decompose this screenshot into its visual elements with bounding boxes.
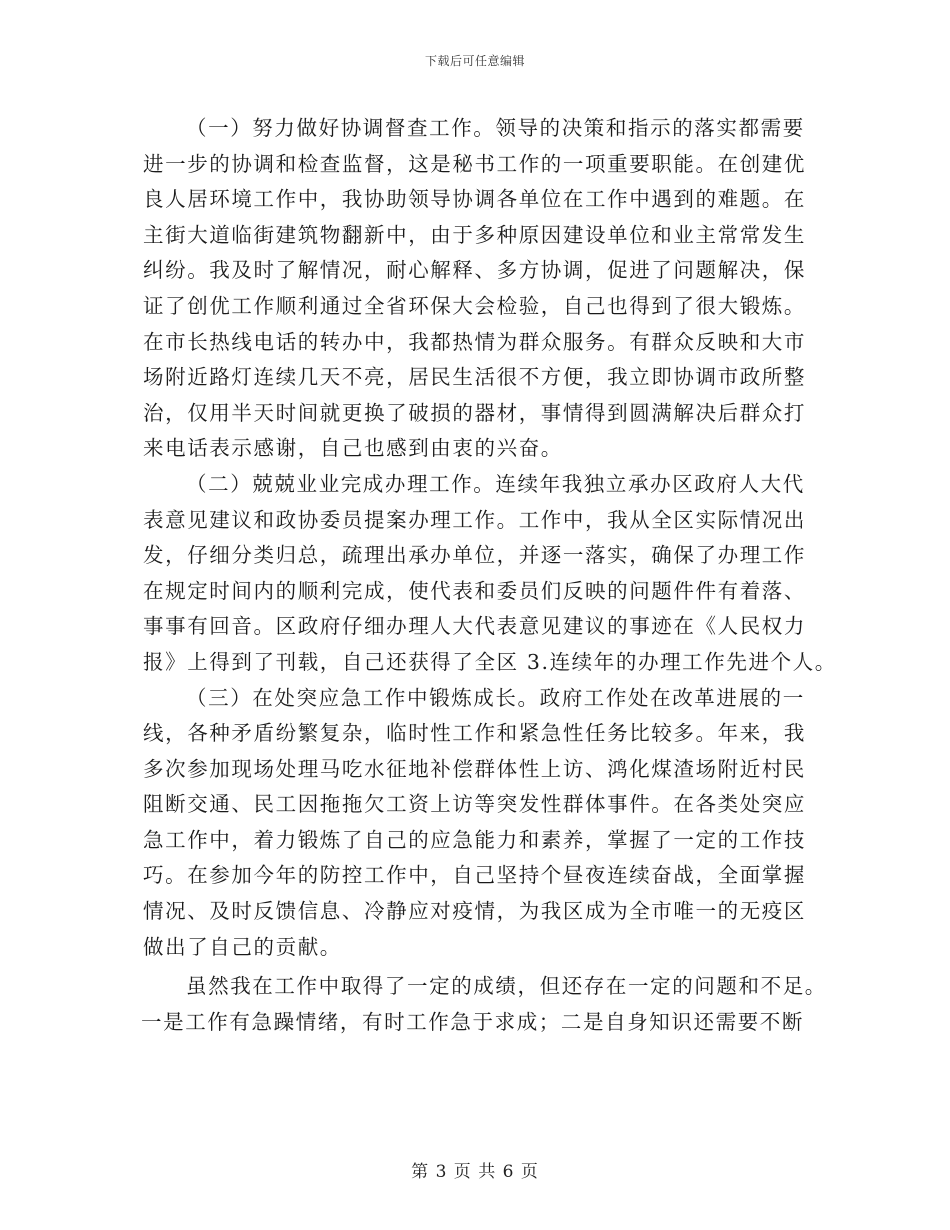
text-line: （二）兢兢业业完成办理工作。连续年我独立承办区政府人大代 <box>186 471 805 496</box>
text-line: 证了创优工作顺利通过全省环保大会检验，自己也得到了很大锻炼。 <box>143 293 806 318</box>
text-line: 多次参加现场处理马吃水征地补偿群体性上访、鸿化煤渣场附近村民 <box>143 756 806 781</box>
text-line: 来电话表示感谢，自己也感到由衷的兴奋。 <box>143 436 563 461</box>
text-line: 在市长热线电话的转办中，我都热情为群众服务。有群众反映和大市 <box>143 329 806 354</box>
text-line: 巧。在参加今年的防控工作中，自己坚持个昼夜连续奋战，全面掌握 <box>143 863 806 888</box>
text-line: （三）在处突应急工作中锻炼成长。政府工作处在改革进展的一 <box>186 685 805 710</box>
text-line: 报》上得到了刊载，自己还获得了全区 3.连续年的办理工作先进个人。 <box>143 649 837 674</box>
text-line: 纠纷。我及时了解情况，耐心解释、多方协调，促进了问题解决，保 <box>143 258 806 283</box>
text-line: （一）努力做好协调督查工作。领导的决策和指示的落实都需要 <box>186 116 805 140</box>
text-line: 治，仅用半天时间就更换了破损的器材，事情得到圆满解决后群众打 <box>143 400 806 425</box>
text-line: 进一步的协调和检查监督，这是秘书工作的一项重要职能。在创建优 <box>143 151 806 176</box>
text-line: 情况、及时反馈信息、冷静应对疫情，为我区成为全市唯一的无疫区 <box>143 899 806 924</box>
text-line: 一是工作有急躁情绪，有时工作急于求成；二是自身知识还需要不断 <box>141 1009 804 1034</box>
document-body <box>141 111 837 1040</box>
text-line: 虽然我在工作中取得了一定的成绩，但还存在一定的问题和不足。 <box>186 974 827 999</box>
text-line: 场附近路灯连续几天不亮，居民生活很不方便，我立即协调市政所整 <box>143 365 806 390</box>
text-line: 在规定时间内的顺利完成，使代表和委员们反映的问题件件有着落、 <box>143 578 806 603</box>
page-number: 第 3 页 共 6 页 <box>411 1162 539 1182</box>
text-line: 表意见建议和政协委员提案办理工作。工作中，我从全区实际情况出 <box>143 507 806 532</box>
text-line: 急工作中，着力锻炼了自己的应急能力和素养，掌握了一定的工作技 <box>143 827 806 852</box>
page-header: 下载后可任意编辑 <box>424 54 525 68</box>
text-line: 事事有回音。区政府仔细办理人大代表意见建议的事迹在《人民权力 <box>143 614 806 639</box>
text-line: 做出了自己的贡献。 <box>143 934 342 959</box>
text-line: 良人居环境工作中，我协助领导协调各单位在工作中遇到的难题。在 <box>143 187 806 212</box>
text-line: 线，各种矛盾纷繁复杂，临时性工作和紧急性任务比较多。年来，我 <box>143 721 806 746</box>
text-line: 阻断交通、民工因拖拖欠工资上访等突发性群体事件。在各类处突应 <box>143 792 806 817</box>
text-line: 发，仔细分类归总，疏理出承办单位，并逐一落实，确保了办理工作 <box>143 543 806 568</box>
text-line: 主街大道临街建筑物翻新中，由于多种原因建设单位和业主常常发生 <box>143 222 806 247</box>
